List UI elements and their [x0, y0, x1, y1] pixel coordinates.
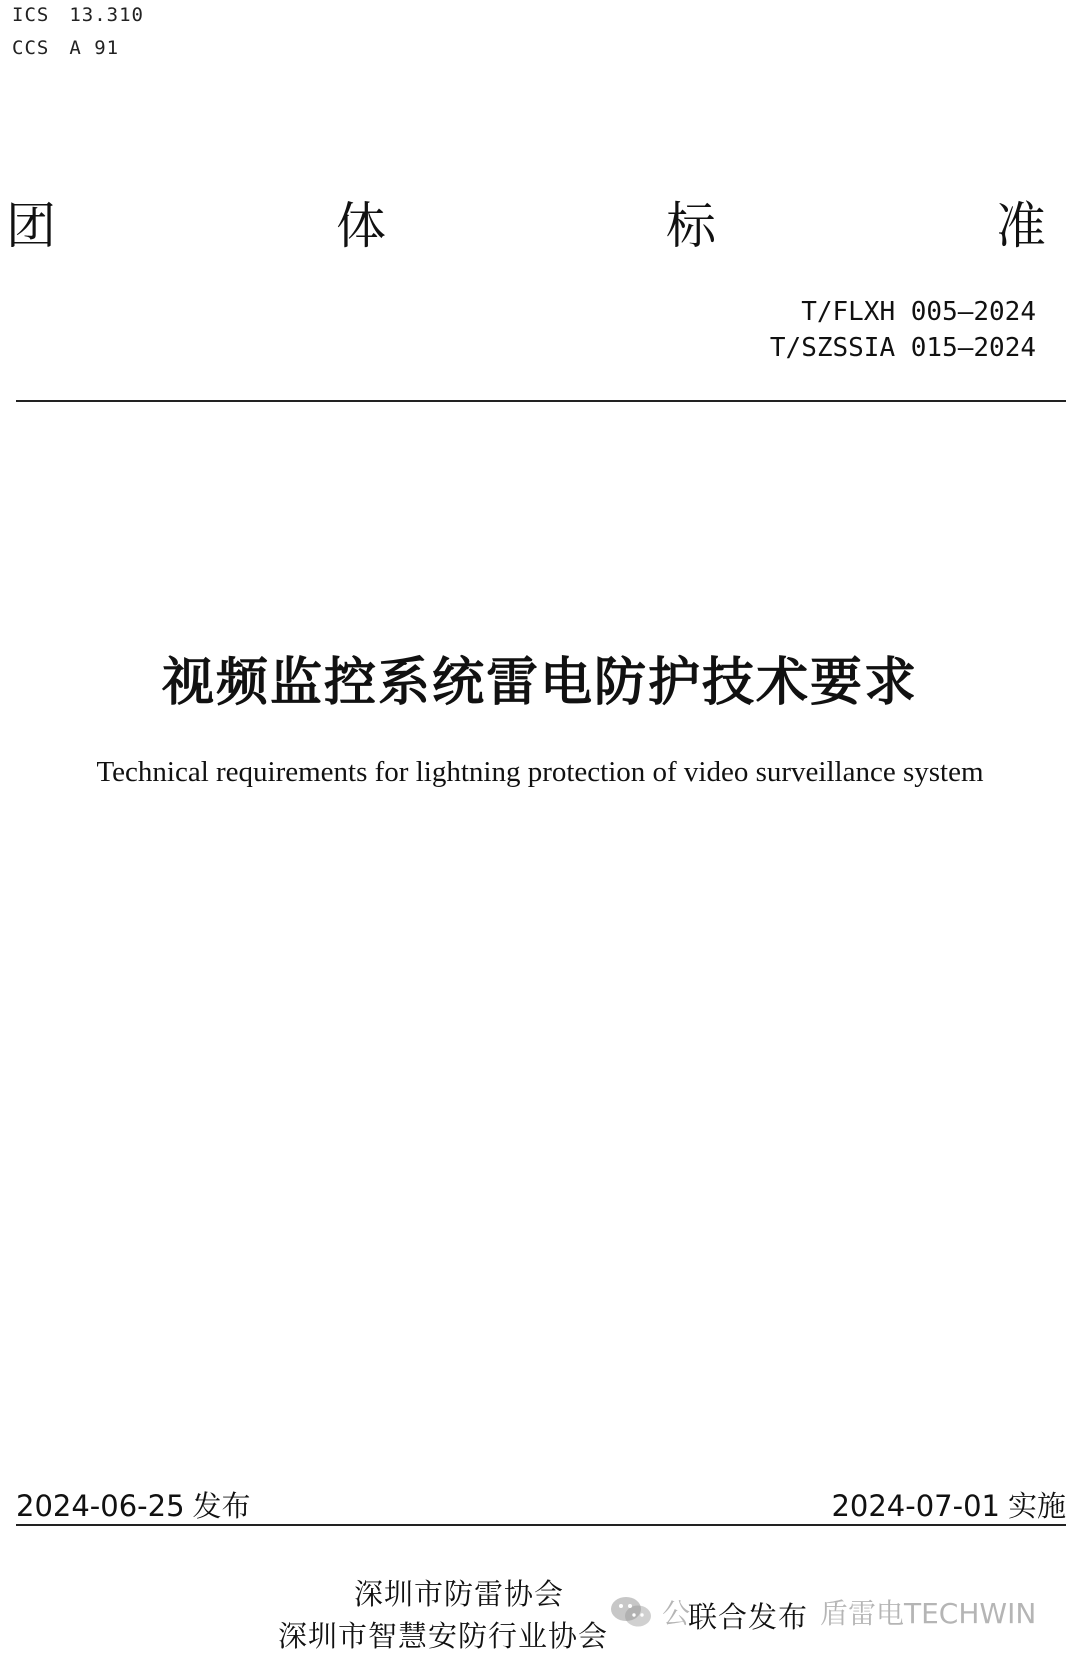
standard-number-flxh: T/FLXH 005—2024: [801, 297, 1036, 327]
document-title-chinese: 视频监控系统雷电防护技术要求: [161, 653, 918, 713]
standard-number-szssia: T/SZSSIA 015—2024: [769, 333, 1036, 363]
issue-date-value: 2024-06-25: [16, 1489, 185, 1523]
implement-date: [831, 1484, 1066, 1525]
standard-type-char: 准: [996, 197, 1046, 255]
top-divider: [16, 400, 1066, 402]
document-title-english: Technical requirements for lightning protection of video surveillance system: [96, 756, 984, 788]
standard-type-heading: [6, 186, 1046, 258]
publisher-shenzhen-security-association: 深圳市智慧安防行业协会: [278, 1619, 609, 1653]
implement-date-label: 实施: [1007, 1489, 1066, 1523]
ics-value: 13.310: [69, 4, 144, 26]
watermark: [610, 1592, 1036, 1632]
standard-type-char: 体: [336, 197, 386, 255]
standard-numbers: [770, 294, 1036, 366]
watermark-prefix: 公: [662, 1597, 691, 1630]
bottom-divider: [16, 1524, 1066, 1526]
standard-type-char: 团: [6, 197, 56, 255]
ics-label: ICS: [12, 4, 50, 26]
ccs-label: CCS: [12, 37, 50, 59]
watermark-suffix: 盾雷电TECHWIN: [820, 1597, 1037, 1630]
ccs-value: A 91: [69, 37, 120, 59]
issue-date-label: 发布: [192, 1489, 251, 1523]
ics-code: [12, 4, 144, 26]
wechat-icon: [610, 1595, 652, 1629]
implement-date-value: 2024-07-01: [831, 1489, 1000, 1523]
publisher-shenzhen-lightning-association: 深圳市防雷协会: [354, 1577, 565, 1611]
issue-date: [16, 1484, 251, 1525]
joint-release-label: 联合发布: [688, 1600, 809, 1634]
ccs-code: [12, 37, 119, 59]
standard-type-char: 标: [666, 197, 716, 255]
